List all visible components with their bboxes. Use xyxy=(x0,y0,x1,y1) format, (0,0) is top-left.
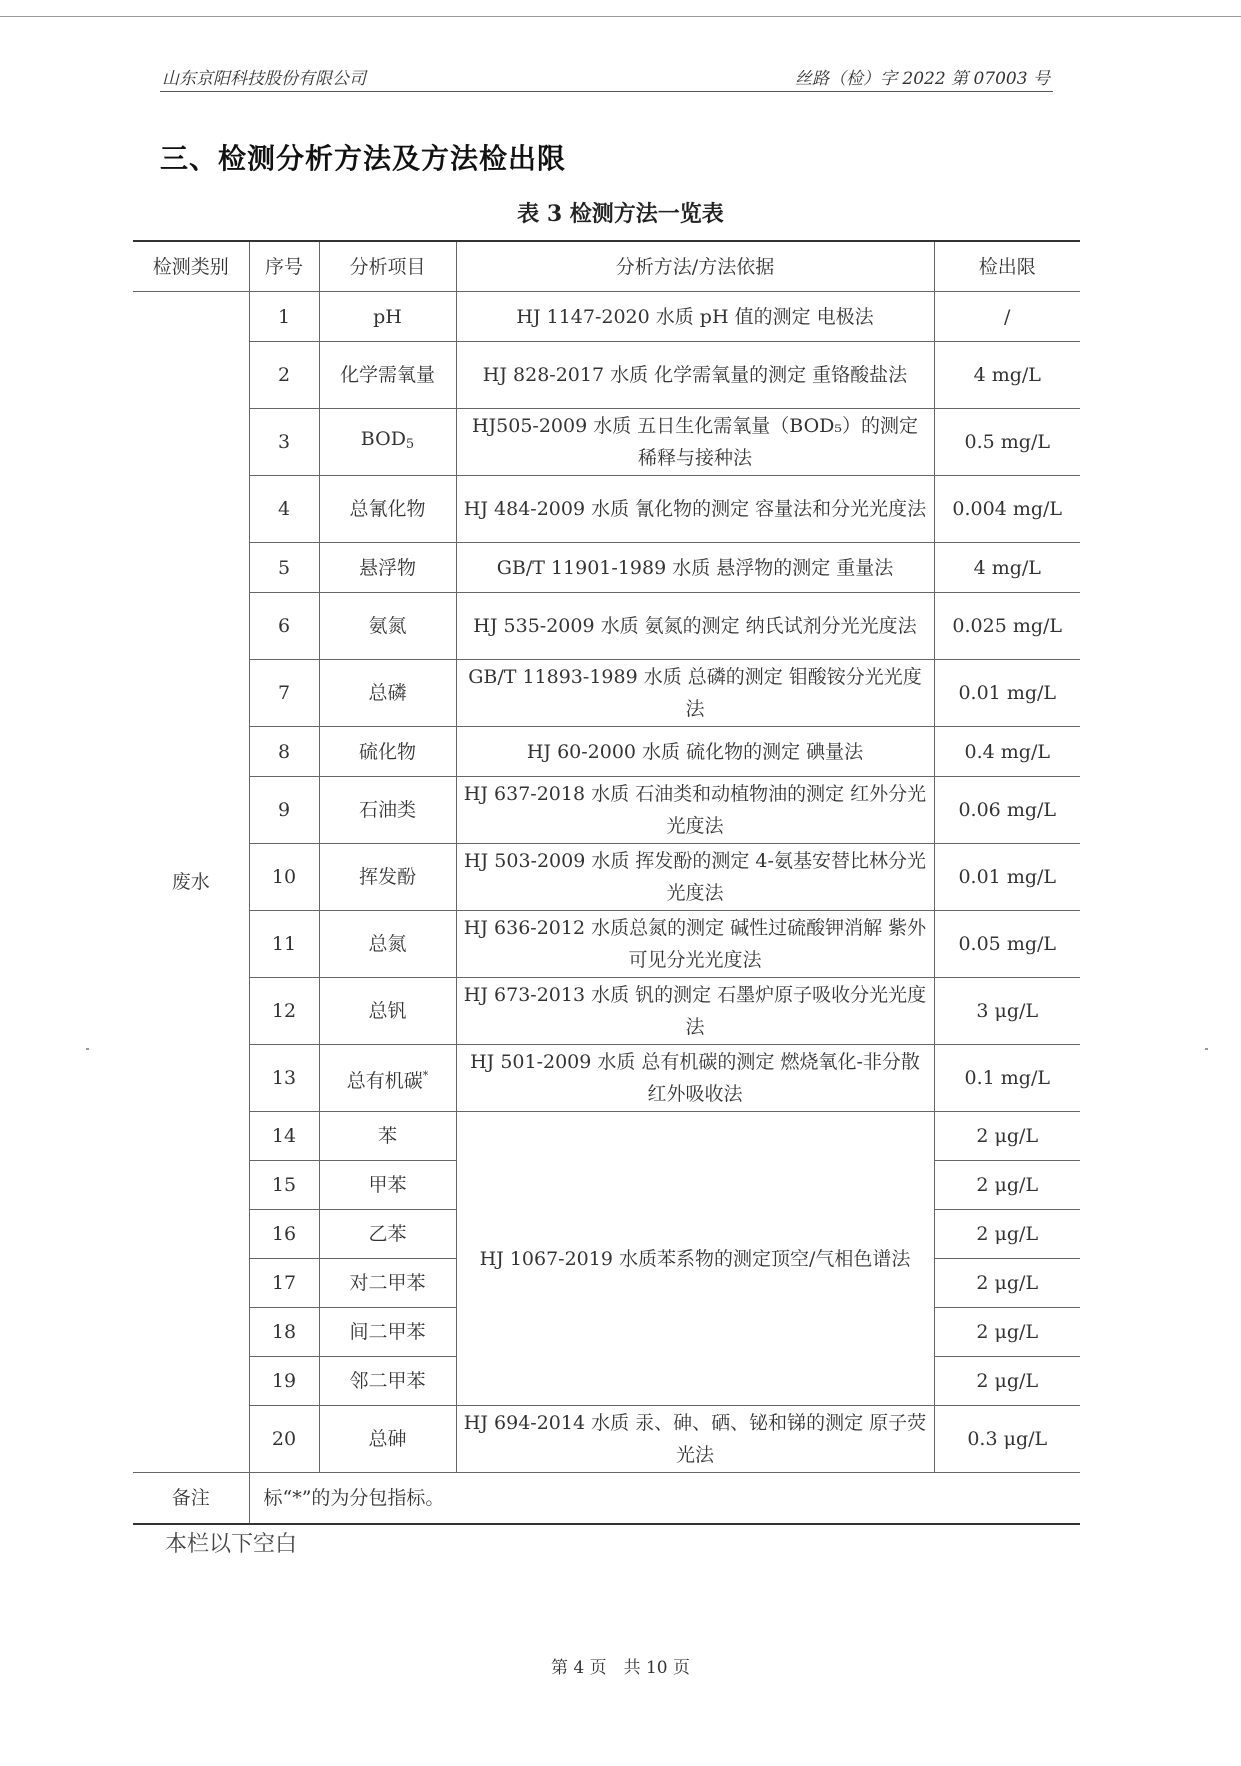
col-header-limit: 检出限 xyxy=(934,241,1080,292)
row-number: 17 xyxy=(249,1259,319,1308)
row-item: 苯 xyxy=(319,1112,456,1161)
row-limit: 0.05 mg/L xyxy=(934,911,1080,978)
row-item-text: 总有机碳 xyxy=(346,1069,423,1092)
table-row xyxy=(133,292,1080,342)
row-limit: / xyxy=(934,292,1080,342)
row-item: pH xyxy=(319,292,456,342)
row-limit: 2 μg/L xyxy=(934,1308,1080,1357)
table-row xyxy=(133,660,1080,727)
row-number: 3 xyxy=(249,409,319,476)
row-limit: 0.01 mg/L xyxy=(934,660,1080,727)
row-number: 14 xyxy=(249,1112,319,1161)
remark-text: 标“*”的为分包指标。 xyxy=(249,1473,1080,1525)
page-footer: 第 4 页 共 10 页 xyxy=(550,1658,691,1678)
row-item: 间二甲苯 xyxy=(319,1308,456,1357)
col-header-item: 分析项目 xyxy=(319,241,456,292)
row-number: 13 xyxy=(249,1045,319,1112)
row-limit: 2 μg/L xyxy=(934,1357,1080,1406)
row-limit: 2 μg/L xyxy=(934,1259,1080,1308)
row-item: 对二甲苯 xyxy=(319,1259,456,1308)
remark-row xyxy=(133,1473,1080,1525)
header-rule xyxy=(160,91,1053,92)
row-number: 7 xyxy=(249,660,319,727)
row-item: 总磷 xyxy=(319,660,456,727)
row-limit: 2 μg/L xyxy=(934,1161,1080,1210)
row-limit: 0.4 mg/L xyxy=(934,727,1080,777)
methods-table xyxy=(133,240,1080,1525)
row-number: 1 xyxy=(249,292,319,342)
row-item: 邻二甲苯 xyxy=(319,1357,456,1406)
row-method: HJ 673-2013 水质 钒的测定 石墨炉原子吸收分光光度法 xyxy=(456,978,934,1045)
table-row xyxy=(133,543,1080,593)
row-item: 硫化物 xyxy=(319,727,456,777)
table-row xyxy=(133,911,1080,978)
row-limit: 0.01 mg/L xyxy=(934,844,1080,911)
table-row xyxy=(133,978,1080,1045)
row-number: 6 xyxy=(249,593,319,660)
row-item xyxy=(319,409,456,476)
row-limit: 0.025 mg/L xyxy=(934,593,1080,660)
row-item: 悬浮物 xyxy=(319,543,456,593)
row-limit: 0.004 mg/L xyxy=(934,476,1080,543)
row-limit: 4 mg/L xyxy=(934,543,1080,593)
row-item: 乙苯 xyxy=(319,1210,456,1259)
row-limit: 0.1 mg/L xyxy=(934,1045,1080,1112)
row-number: 15 xyxy=(249,1161,319,1210)
table-row xyxy=(133,844,1080,911)
col-header-number: 序号 xyxy=(249,241,319,292)
row-method: HJ 501-2009 水质 总有机碳的测定 燃烧氧化-非分散红外吸收法 xyxy=(456,1045,934,1112)
row-number: 8 xyxy=(249,727,319,777)
row-item-superscript: * xyxy=(422,1068,429,1082)
row-limit: 0.06 mg/L xyxy=(934,777,1080,844)
merged-method-cell: HJ 1067-2019 水质苯系物的测定顶空/气相色谱法 xyxy=(456,1112,934,1406)
row-number: 12 xyxy=(249,978,319,1045)
scan-speck xyxy=(1205,1048,1208,1050)
table-row xyxy=(133,409,1080,476)
table-row xyxy=(133,342,1080,409)
table-row xyxy=(133,593,1080,660)
row-item: 总砷 xyxy=(319,1406,456,1473)
row-method: HJ 828-2017 水质 化学需氧量的测定 重铬酸盐法 xyxy=(456,342,934,409)
row-number: 2 xyxy=(249,342,319,409)
row-number: 11 xyxy=(249,911,319,978)
row-number: 19 xyxy=(249,1357,319,1406)
table-row xyxy=(133,476,1080,543)
row-method: HJ 694-2014 水质 汞、砷、硒、铋和锑的测定 原子荧光法 xyxy=(456,1406,934,1473)
row-limit: 0.5 mg/L xyxy=(934,409,1080,476)
row-item: 氨氮 xyxy=(319,593,456,660)
row-item: 挥发酚 xyxy=(319,844,456,911)
row-item: 总氰化物 xyxy=(319,476,456,543)
row-number: 9 xyxy=(249,777,319,844)
row-limit: 0.3 μg/L xyxy=(934,1406,1080,1473)
row-number: 4 xyxy=(249,476,319,543)
table-row xyxy=(133,1045,1080,1112)
row-method: GB/T 11893-1989 水质 总磷的测定 钼酸铵分光光度法 xyxy=(456,660,934,727)
header-report-number: 丝路（检）字 2022 第 07003 号 xyxy=(795,69,1050,89)
row-item: 甲苯 xyxy=(319,1161,456,1210)
category-cell: 废水 xyxy=(133,292,249,1473)
row-method: HJ 636-2012 水质总氮的测定 碱性过硫酸钾消解 紫外可见分光光度法 xyxy=(456,911,934,978)
blank-note: 本栏以下空白 xyxy=(165,1532,298,1557)
row-number: 16 xyxy=(249,1210,319,1259)
table-caption: 表 3 检测方法一览表 xyxy=(517,201,724,227)
row-limit: 4 mg/L xyxy=(934,342,1080,409)
row-item-subscript: 5 xyxy=(405,437,415,452)
row-limit: 2 μg/L xyxy=(934,1210,1080,1259)
top-rule xyxy=(0,16,1241,17)
remark-label: 备注 xyxy=(133,1473,249,1525)
table-row xyxy=(133,1406,1080,1473)
row-limit: 2 μg/L xyxy=(934,1112,1080,1161)
scan-speck xyxy=(86,1048,89,1050)
section-title: 三、检测分析方法及方法检出限 xyxy=(160,142,567,175)
row-item: 总钒 xyxy=(319,978,456,1045)
table-row xyxy=(133,727,1080,777)
row-item xyxy=(319,1045,456,1112)
row-item: 化学需氧量 xyxy=(319,342,456,409)
row-method: GB/T 11901-1989 水质 悬浮物的测定 重量法 xyxy=(456,543,934,593)
table-header-row xyxy=(133,241,1080,292)
row-number: 20 xyxy=(249,1406,319,1473)
row-number: 10 xyxy=(249,844,319,911)
row-number: 5 xyxy=(249,543,319,593)
row-method: HJ505-2009 水质 五日生化需氧量（BOD₅）的测定 稀释与接种法 xyxy=(456,409,934,476)
row-method: HJ 484-2009 水质 氰化物的测定 容量法和分光光度法 xyxy=(456,476,934,543)
row-method: HJ 637-2018 水质 石油类和动植物油的测定 红外分光光度法 xyxy=(456,777,934,844)
row-method: HJ 503-2009 水质 挥发酚的测定 4-氨基安替比林分光光度法 xyxy=(456,844,934,911)
header-company: 山东京阳科技股份有限公司 xyxy=(162,69,366,89)
col-header-category: 检测类别 xyxy=(133,241,249,292)
row-method: HJ 60-2000 水质 硫化物的测定 碘量法 xyxy=(456,727,934,777)
row-method: HJ 535-2009 水质 氨氮的测定 纳氏试剂分光光度法 xyxy=(456,593,934,660)
col-header-method: 分析方法/方法依据 xyxy=(456,241,934,292)
row-method: HJ 1147-2020 水质 pH 值的测定 电极法 xyxy=(456,292,934,342)
table-row xyxy=(133,777,1080,844)
row-item: 总氮 xyxy=(319,911,456,978)
row-number: 18 xyxy=(249,1308,319,1357)
row-limit: 3 μg/L xyxy=(934,978,1080,1045)
row-item: 石油类 xyxy=(319,777,456,844)
row-item-text: BOD xyxy=(360,428,406,450)
table-row xyxy=(133,1112,1080,1161)
